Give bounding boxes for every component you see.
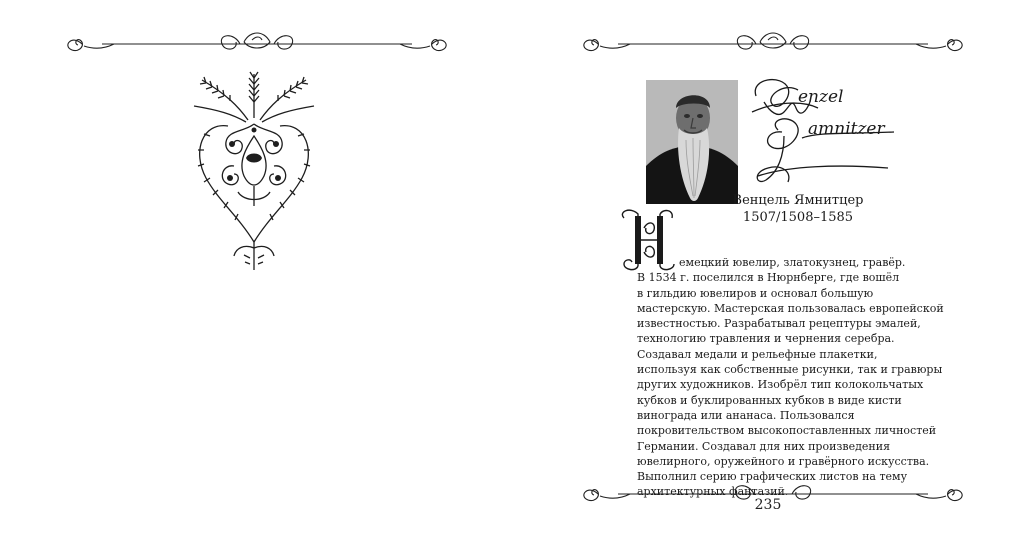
bio-line: кубков и буклированных кубков в виде кисти: [637, 393, 902, 407]
biography-text: [637, 255, 944, 500]
signature-text-upper: enzel: [798, 87, 844, 107]
bio-line: емецкий ювелир, златокузнец, гравёр.: [679, 256, 906, 269]
bio-line: винограда или ананаса. Пользовался: [637, 408, 855, 422]
page-number: 235: [754, 497, 782, 513]
bio-line: Германии. Создавал для них произведения: [637, 439, 891, 453]
bio-line: других художников. Изобрёл тип колокольчатых: [637, 378, 924, 392]
signature-image: [748, 72, 898, 190]
bio-line: используя как собственные рисунки, так и гравюры: [637, 363, 943, 377]
portrait-image: [646, 80, 738, 204]
bio-line: архитектурных фантазий.: [637, 485, 789, 499]
bio-line: Выполнил серию графических листов на тему: [637, 470, 908, 484]
person-caption: [728, 192, 868, 226]
top-scroll-rule-left: [62, 28, 452, 58]
signature-text-lower: amnitzer: [808, 119, 885, 139]
top-scroll-rule-right: [578, 28, 968, 58]
bio-line: технологию травления и чернения серебра.: [637, 332, 895, 346]
bio-line: Создавал медали и рельефные плакетки,: [637, 347, 878, 361]
bio-line: покровительством высокопоставленных личностей: [637, 424, 937, 438]
person-name: Венцель Ямнитцер: [732, 193, 864, 208]
person-years: 1507/1508–1585: [742, 210, 854, 225]
bio-line: известностью. Разрабатывал рецептуры эмалей,: [637, 317, 921, 331]
bio-line: в гильдию ювелиров и основал большую: [637, 286, 874, 300]
bio-line: мастерскую. Мастерская пользовалась европейской: [637, 301, 944, 315]
bio-line: В 1534 г. поселился в Нюрнберге, где вошёл: [637, 271, 900, 285]
wheat-heart-ornament-icon: [188, 66, 320, 272]
bio-line: ювелирного, оружейного и гравёрного искусства.: [637, 454, 930, 468]
